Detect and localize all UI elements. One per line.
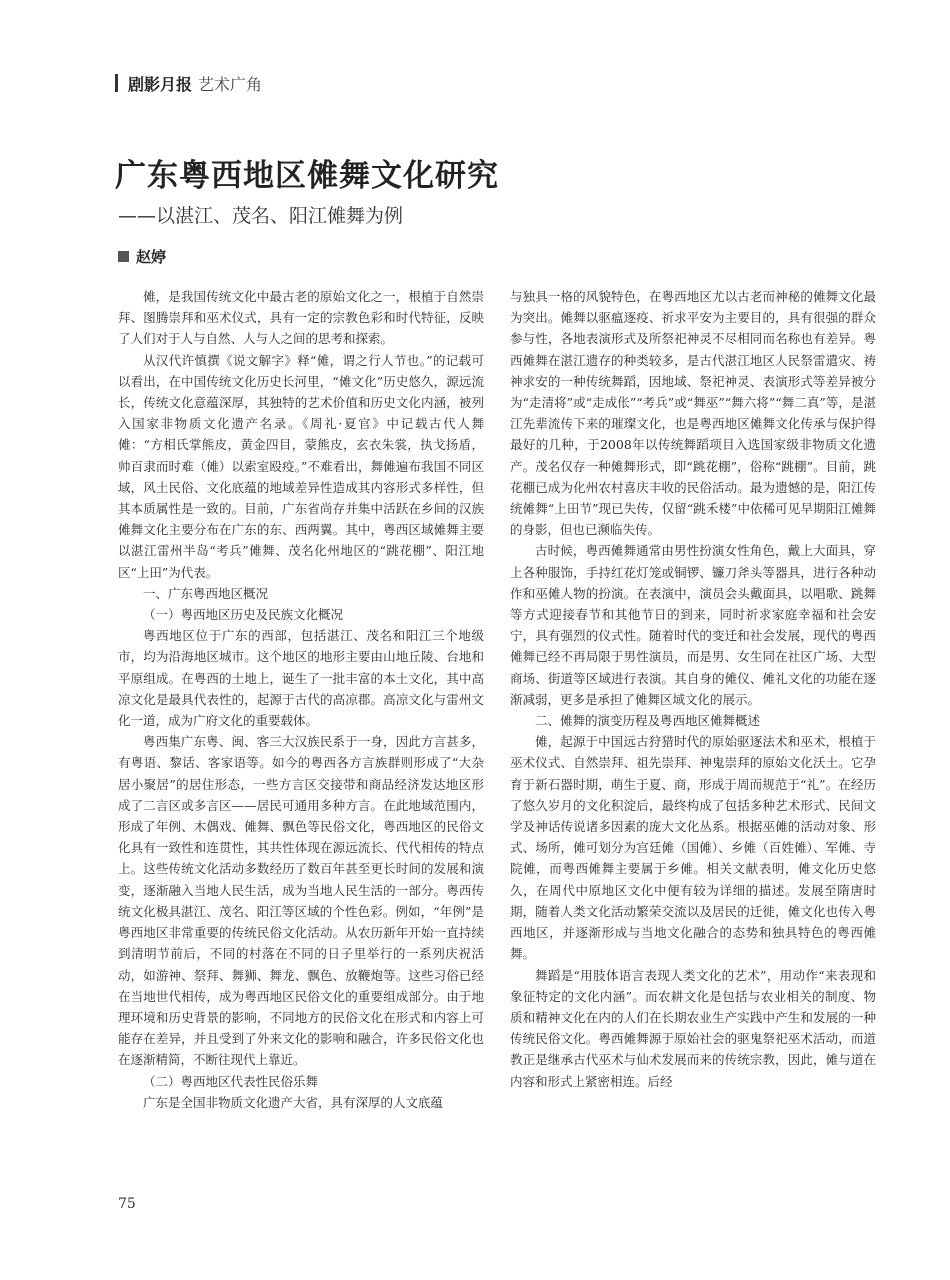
paragraph: 与独具一格的风貌特色，在粤西地区尤以古老而神秘的傩舞文化最为突出。傩舞以驱瘟逐疫、祈求平安为主要目的，具有很强的群众参与性，各地表演形式及所祭祀神灵不尽相同而名称也有差异。粤西傩舞在湛江遗存的种类较多，是古代湛江地区人民祭雷遣灾、祷神求安的一种传统舞蹈，因地域、祭祀神灵、表演形式等差异被分为“走清将”或“走成伥”“考兵”或“舞巫”“舞六将”“舞二真”等，是湛江先辈流传下来的璀璨文化，也是粤西地区傩舞文化传承与保护得最好的几种，于2008年以传统舞蹈项目入选国家级非物质文化遗产。茂名仅存一种傩舞形式，即“跳花棚”，俗称“跳棚”。目前，跳花棚已成为化州农村喜庆丰收的民俗活动。最为遗憾的是，阳江传统傩舞“上田节”现已失传，仅留“跳禾楼”中依稀可见早期阳江傩舞的身影，但也已濒临失传。	[510, 289, 876, 538]
paragraph: 粤西地区位于广东的西部，包括湛江、茂名和阳江三个地级市，均为沿海地区城市。这个地区的地形主要由山地丘陵、台地和平原组成。在粤西的土地上，诞生了一批丰富的本土文化，其中高凉文化是最具代表性的，起源于古代的高凉郡。高凉文化与雷州文化一道，成为广府文化的重要载体。	[118, 628, 484, 729]
paragraph: 从汉代许慎撰《说文解字》释“傩，谓之行人节也。”的记载可以看出，在中国传统文化历史长河里，“傩文化”历史悠久，源远流长，传统文化意蕴深厚，其独特的艺术价值和历史文化内涵，被列入国家非物质文化遗产名录。《周礼·夏官》中记载古代人舞傩：“方相氏掌熊皮，黄金四目，蒙熊皮，玄衣朱裳，执戈扬盾，帅百隶而时难（傩）以索室殴疫。”不难看出，舞傩遍布我国不同区域，风土民俗、文化底蕴的地域差异性造成其内容形式多样性，但其本质属性是一致的。目前，广东省尚存并集中活跃在乡间的汉族傩舞文化主要分布在广东的东、西两翼。其中，粤西区域傩舞主要以湛江雷州半岛“考兵”傩舞、茂名化州地区的“跳花棚”、阳江地区“上田”为代表。	[118, 352, 484, 580]
section-heading: 一、广东粤西地区概况	[143, 585, 269, 601]
section-heading: 二、傩舞的演变历程及粤西地区傩舞概述	[535, 713, 761, 729]
article-title: 广东粤西地区傩舞文化研究	[115, 158, 499, 194]
author-name: 赵婷	[136, 248, 167, 266]
paragraph: 傩，是我国传统文化中最古老的原始文化之一，根植于自然崇拜、图腾崇拜和巫术仪式，具有一定的宗教色彩和时代特征，反映了人们对于人与自然、人与人之间的思考和探索。	[118, 289, 484, 347]
author-line	[118, 246, 166, 267]
paragraph: 古时候，粤西傩舞通常由男性扮演女性角色，戴上大面具，穿上各种服饰，手持红花灯笼或铜锣、镰刀斧头等器具，进行各种动作和巫傩人物的扮演。在表演中，演员会头戴面具，以唱歌、跳舞等方式迎接春节和其他节日的到来，同时祈求家庭幸福和社会安宁，具有强烈的仪式性。随着时代的变迁和社会发展，现代的粤西傩舞已经不再局限于男性演员，而是男、女生同在社区广场、大型商场、街道等区域进行表演。其自身的傩仪、傩礼文化的功能在逐渐减弱，更多是承担了傩舞区域文化的展示。	[510, 543, 876, 707]
author-square-icon	[118, 251, 129, 262]
paragraph: 粤西集广东粤、闽、客三大汉族民系于一身，因此方言甚多，有粤语、黎话、客家语等。如今的粤西各方言族群则形成了“大杂居小聚居”的居住形态，一些方言区交接带和商品经济发达地区形成了二言区或多言区——居民可通用多种方言。在此地域范围内，形成了年例、木偶戏、傩舞、飘色等民俗文化，粤西地区的民俗文化具有一致性和连贯性，其共性体现在源远流长、代代相传的特点上。这些传统文化活动多数经历了数百年甚至更长时间的发展和演变，逐渐融入当地人民生活，成为当地人民生活的一部分。粤西传统文化极具湛江、茂名、阳江等区域的个性色彩。例如，“年例”是粤西地区非常重要的传统民俗文化活动。从农历新年开始一直持续到清明节前后，不同的村落在不同的日子里举行的一系列庆祝活动，如游神、祭拜、舞狮、舞龙、飘色、放鞭炮等。这些习俗已经在当地世代相传，成为粤西地区民俗文化的重要组成部分。由于地理环境和历史背景的影响，不同地方的民俗文化在形式和内容上可能存在差异，并且受到了外来文化的影响和融合，许多民俗文化也在逐渐精简，不断往现代上靠近。	[118, 734, 484, 1068]
article-subtitle: ——以湛江、茂名、阳江傩舞为例	[118, 205, 404, 227]
subsection-heading: （二）粤西地区代表性民俗乐舞	[143, 1073, 319, 1089]
subsection-heading: （一）粤西地区历史及民族文化概况	[143, 607, 344, 623]
left-column	[118, 286, 484, 1113]
page-number: 75	[118, 1196, 136, 1212]
paragraph: 傩，起源于中国远古狩猎时代的原始驱逐法术和巫术，根植于巫术仪式、自然崇拜、祖先崇拜、神鬼崇拜的原始文化沃土。它孕育于新石器时期，萌生于夏、商，形成于周而规范于“礼”。在经历了悠久岁月的文化积淀后，最终构成了包括多种艺术形式、民间文学及神话传说诸多因素的庞大文化丛系。根据巫傩的活动对象、形式、场所，傩可划分为宫廷傩（国傩）、乡傩（百姓傩）、军傩、寺院傩，而粤西傩舞主要属于乡傩。相关文献表明，傩文化历史悠久，在周代中原地区文化中便有较为详细的描述。发展至隋唐时期，随着人类文化活动繁荣交流以及居民的迁徙，傩文化也传入粤西地区，并逐渐形成与当地文化融合的态势和独具特色的粤西傩舞。	[510, 734, 876, 962]
paragraph: 舞蹈是“用肢体语言表现人类文化的艺术”，用动作“来表现和象征特定的文化内涵”。而农耕文化是包括与农业相关的制度、物质和精神文化在内的人们在长期农业生产实践中产生和发展的一种传统民俗文化。粤西傩舞源于原始社会的驱鬼祭祀巫术活动，而道教正是继承古代巫术与仙术发展而来的传统宗教，因此，傩与道在内容和形式上紧密相连。后经	[510, 967, 876, 1089]
right-column	[510, 286, 876, 1092]
paragraph: 广东是全国非物质文化遗产大省，具有深厚的人文底蕴	[143, 1094, 444, 1110]
journal-name: 剧影月报	[128, 74, 193, 94]
section-name: 艺术广角	[198, 74, 263, 94]
journal-header	[115, 72, 262, 94]
header-divider	[115, 74, 118, 92]
